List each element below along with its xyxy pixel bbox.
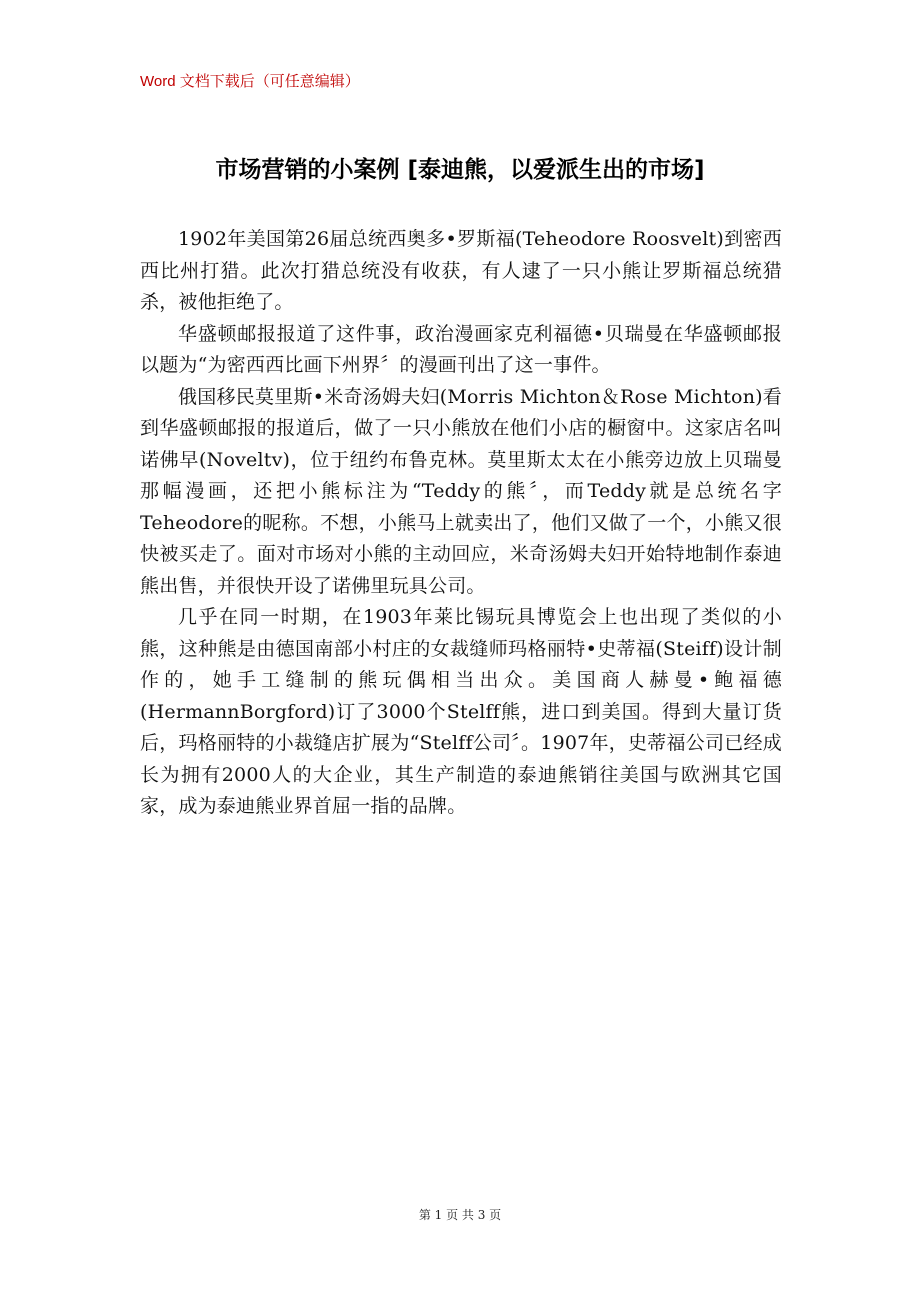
paragraph: 俄国移民莫里斯•米奇汤姆夫妇(Morris Michton＆Rose Michton)看到华盛顿邮报的报道后，做了一只小熊放在他们小店的橱窗中。这家店名叫诺佛早(Noveltv)，位于纽约布鲁克林。莫里斯太太在小熊旁边放上贝瑞曼那幅漫画，还把小熊标注为“Teddy的熊〞，而Teddy就是总统名字Teheodore的昵称。不想，小熊马上就卖出了，他们又做了一个，小熊又很快被买走了。面对市场对小熊的主动回应，米奇汤姆夫妇开始特地制作泰迪熊出售，并很快开设了诺佛里玩具公司。 [140, 385, 782, 597]
document-title: 市场营销的小案例 [泰迪熊，以爱派生出的市场] [215, 157, 705, 183]
download-note: Word 文档下载后（可任意编辑） [140, 73, 360, 90]
page-number: 第 1 页 共 3 页 [418, 1208, 502, 1222]
document-body [140, 224, 782, 823]
paragraph: 几乎在同一时期，在1903年莱比锡玩具博览会上也出现了类似的小熊，这种熊是由德国南部小村庄的女裁缝师玛格丽特•史蒂福(Steiff)设计制作的，她手工缝制的熊玩偶相当出众。美国商人赫曼•鲍福德(HermannBorgford)订了3000个Stelff熊，进口到美国。得到大量订货后，玛格丽特的小裁缝店扩展为“Stelff公司〞。1907年，史蒂福公司已经成长为拥有2000人的大企业，其生产制造的泰迪熊销往美国与欧洲其它国家，成为泰迪熊业界首屈一指的品牌。 [140, 606, 782, 817]
paragraph: 华盛顿邮报报道了这件事，政治漫画家克利福德•贝瑞曼在华盛顿邮报以题为“为密西西比画下州界〞的漫画刊出了这一事件。 [140, 322, 782, 376]
paragraph: 1902年美国第26届总统西奥多•罗斯福(Teheodore Roosvelt)到密西西比州打猎。此次打猎总统没有收获，有人逮了一只小熊让罗斯福总统猎杀，被他拒绝了。 [140, 228, 782, 313]
